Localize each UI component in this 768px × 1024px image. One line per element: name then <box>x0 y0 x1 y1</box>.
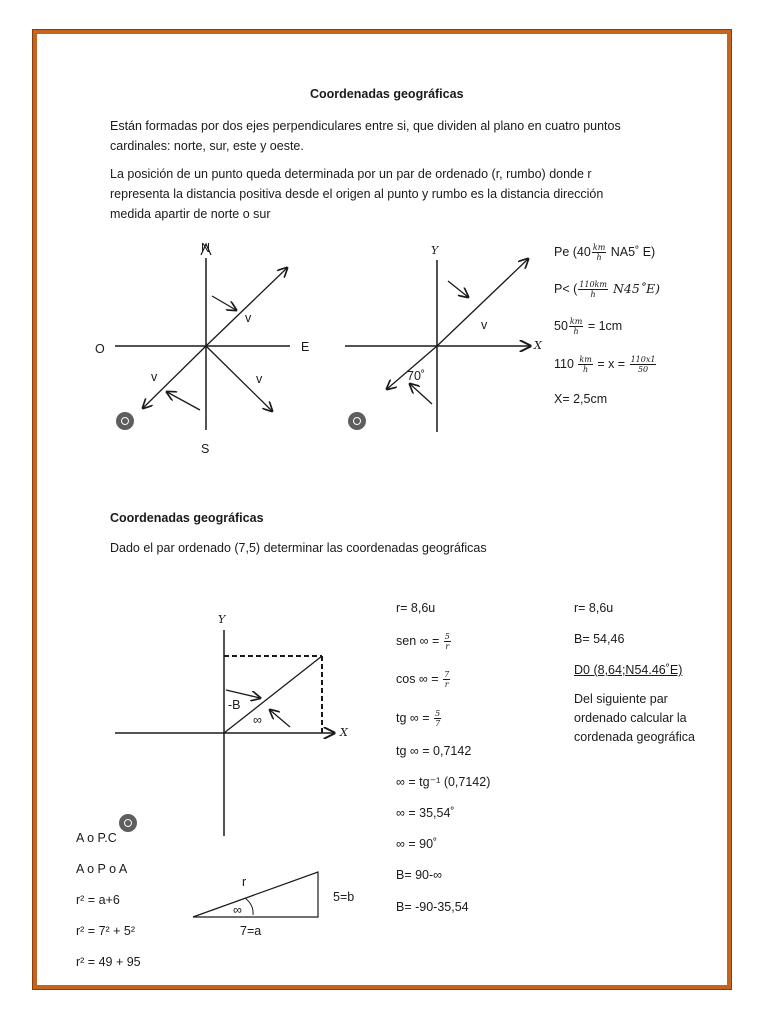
label-x-2: X <box>534 339 542 352</box>
vector-3 <box>224 656 322 733</box>
calc2-angle: ∞ = 35,54˚ <box>396 806 455 820</box>
label-inf-3: ∞ <box>253 713 262 727</box>
calc2-tg: tg ∞ = $\frac{5}{7}$ <box>396 709 441 728</box>
label-east: E <box>301 340 310 354</box>
label-v-se: v <box>256 372 263 386</box>
para2-line1: La posición de un punto queda determinada por un par de ordenado (r, rumbo) donde r <box>110 167 592 181</box>
small-arrow-2b <box>410 384 432 404</box>
section2-title: Coordenadas geográficas <box>110 511 264 525</box>
triangle-label-b: 5=b <box>333 890 355 904</box>
para1-line2: cardinales: norte, sur, este y oeste. <box>110 139 304 153</box>
para2-line2: representa la distancia positiva desde el origen al punto y rumbo es la distancia dirección <box>110 187 604 201</box>
pythag-line1: A o P.C <box>76 831 117 845</box>
small-arrow-sw <box>167 392 200 410</box>
calc2-b-formula: B= 90-∞ <box>396 868 443 882</box>
calc1-scale: 50 $\frac{km}{h}$ = 1cm <box>554 317 623 336</box>
small-arrow-2a <box>448 281 468 297</box>
label-v-ne: v <box>245 311 252 325</box>
label-b-3: -B <box>228 698 241 712</box>
image-options-icon[interactable] <box>119 814 137 832</box>
calc3-r: r= 8,6u <box>574 601 614 615</box>
calc1-pe: Pe (40 $\frac{km}{h}$ NA5˚ E) <box>554 243 656 262</box>
note-line1: Del siguiente par <box>574 692 668 706</box>
pythag-line3: r² = a+6 <box>76 893 120 907</box>
calc2-cos: cos ∞ = $\frac{7}{r}$ <box>396 670 450 689</box>
calc1-x: 110 $\frac{km}{h}$ = x = $\frac{110x1}{50}$ <box>554 355 656 374</box>
calc2-inverse: ∞ = tg⁻¹ (0,7142) <box>396 775 491 789</box>
calc2-b-value: B= -90-35,54 <box>396 900 469 914</box>
calc1-result: X= 2,5cm <box>554 392 608 406</box>
pythag-line2: A o P o A <box>76 862 128 876</box>
label-x-3: X <box>340 726 348 739</box>
triangle-label-a: 7=a <box>240 924 262 938</box>
section2-paragraph: Dado el par ordenado (7,5) determinar las coordenadas geográficas <box>110 541 487 555</box>
vector-ne <box>206 268 287 346</box>
label-south: S <box>201 442 210 456</box>
calc2-ninety: ∞ = 90˚ <box>396 837 438 851</box>
small-arrow-3a <box>226 690 260 698</box>
small-arrow-3b <box>270 710 290 727</box>
note-line2: ordenado calcular la <box>574 711 687 725</box>
right-triangle <box>193 872 318 917</box>
label-v-2: v <box>481 318 488 332</box>
label-north: N <box>201 241 211 255</box>
triangle-label-inf: ∞ <box>233 903 242 917</box>
calc2-sen: sen ∞ = $\frac{5}{r}$ <box>396 632 450 651</box>
calc3-d0: D0 (8,64;N54.46˚E) <box>574 663 683 677</box>
image-options-icon[interactable] <box>116 412 134 430</box>
section1-title: Coordenadas geográficas <box>310 87 464 101</box>
triangle-label-r: r <box>242 875 247 889</box>
label-y-2: Y <box>431 244 439 257</box>
label-angle-2: 70˚ <box>407 369 426 383</box>
small-arrow-ne <box>212 296 236 310</box>
pythag-line4: r² = 7² + 5² <box>76 924 136 938</box>
angle-arc <box>245 898 253 915</box>
calc2-r: r= 8,6u <box>396 601 436 615</box>
calc2-tg-value: tg ∞ = 0,7142 <box>396 744 472 758</box>
calc1-p: P< ( $\frac{110km}{h}$ N45˚E) <box>554 280 661 299</box>
image-options-icon[interactable] <box>348 412 366 430</box>
label-west: O <box>95 342 105 356</box>
label-y-3: Y <box>218 613 226 626</box>
para1-line1: Están formadas por dos ejes perpendiculares entre si, que dividen al plano en cuatro puntos <box>110 119 621 133</box>
note-line3: cordenada geográfica <box>574 730 695 744</box>
calc3-b: B= 54,46 <box>574 632 625 646</box>
label-v-sw: v <box>151 370 158 384</box>
calc3-note <box>574 690 695 747</box>
pythag-line5: r² = 49 + 95 <box>76 955 141 969</box>
para2-line3: medida apartir de norte o sur <box>110 207 271 221</box>
